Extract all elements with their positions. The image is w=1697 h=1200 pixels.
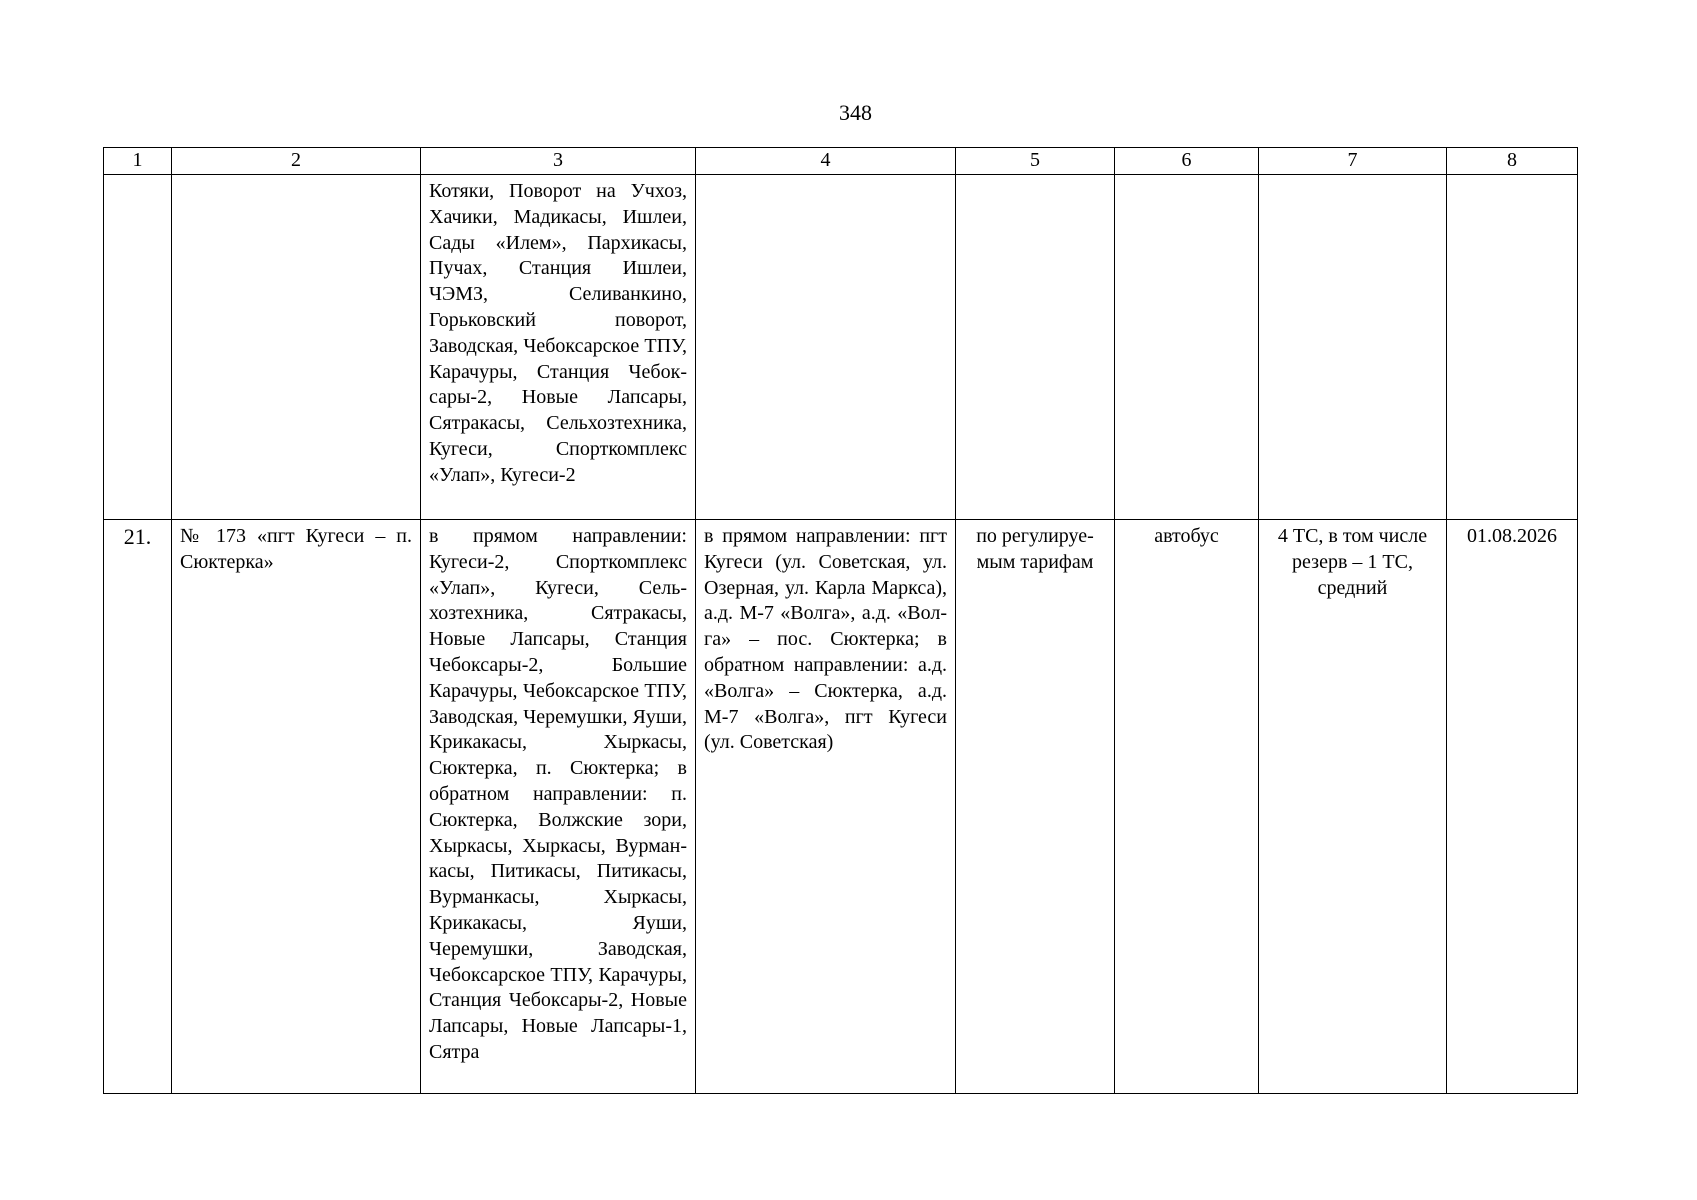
routes-table: [103, 147, 1578, 1094]
start-date: [1447, 175, 1578, 520]
table-header-row: [104, 148, 1578, 175]
start-date: 01.08.2026: [1447, 520, 1578, 1094]
route-name: [172, 175, 421, 520]
table-row: [104, 520, 1578, 1094]
page-number: 348: [839, 100, 872, 125]
route-stops: в прямом направлении: Кугеси-2, Спорткомплекс «Улап», Кугеси, Сельхозтехника, Сятракасы, Новые Лапсары, Станция Чебоксары-2, Большие Карачуры, Чебоксарское ТПУ, Заводская, Черемушки, Яуши, Крикакасы, Хыркасы, Сюктерка, п. Сюктерка; в обратном направлении: п. Сюктерка, Волжские зори, Хыркасы, Хыркасы, Вурманкасы, Питикасы, Питикасы, Вурманкасы, Хыркасы, Крикакасы, Яуши, Черемушки, Заводская, Чебоксарское ТПУ, Карачуры, Станция Чебоксары-2, Новые Лапсары, Новые Лапсары-1, Сятра: [421, 520, 696, 1094]
tariff-type: [956, 175, 1115, 520]
route-streets: в прямом направлении: пгт Кугеси (ул. Советская, ул. Озерная, ул. Карла Маркса), а.д. М-7 «Волга», а.д. «Волга» – пос. Сюктерка; в обратном направлении: а.д. «Волга» – Сюктерка, а.д. М-7 «Волга», пгт Кугеси (ул. Советская): [696, 520, 956, 1094]
tariff-type: по регулируемым тарифам: [956, 520, 1115, 1094]
column-header: 7: [1259, 148, 1447, 175]
column-header: 8: [1447, 148, 1578, 175]
vehicle-type: [1115, 175, 1259, 520]
vehicle-count: 4 ТС, в том числе резерв – 1 ТС, средний: [1259, 520, 1447, 1094]
vehicle-type: автобус: [1115, 520, 1259, 1094]
column-header: 3: [421, 148, 696, 175]
column-header: 6: [1115, 148, 1259, 175]
route-streets: [696, 175, 956, 520]
row-number: [104, 175, 172, 520]
table-row: [104, 175, 1578, 520]
column-header: 2: [172, 148, 421, 175]
route-stops: Котяки, Поворот на Учхоз, Хачики, Мадикасы, Ишлеи, Сады «Илем», Пархикасы, Пучах, Станция Ишлеи, ЧЭМЗ, Селиванкино, Горьковский поворот, Заводская, Чебоксарское ТПУ, Карачуры, Станция Чебоксары-2, Новые Лапсары, Сятракасы, Сельхозтехника, Кугеси, Спорткомплекс «Улап», Кугеси-2: [421, 175, 696, 520]
column-header: 5: [956, 148, 1115, 175]
route-name: № 173 «пгт Кугеси – п. Сюктерка»: [172, 520, 421, 1094]
vehicle-count: [1259, 175, 1447, 520]
column-header: 4: [696, 148, 956, 175]
column-header: 1: [104, 148, 172, 175]
row-number: 21.: [104, 520, 172, 1094]
